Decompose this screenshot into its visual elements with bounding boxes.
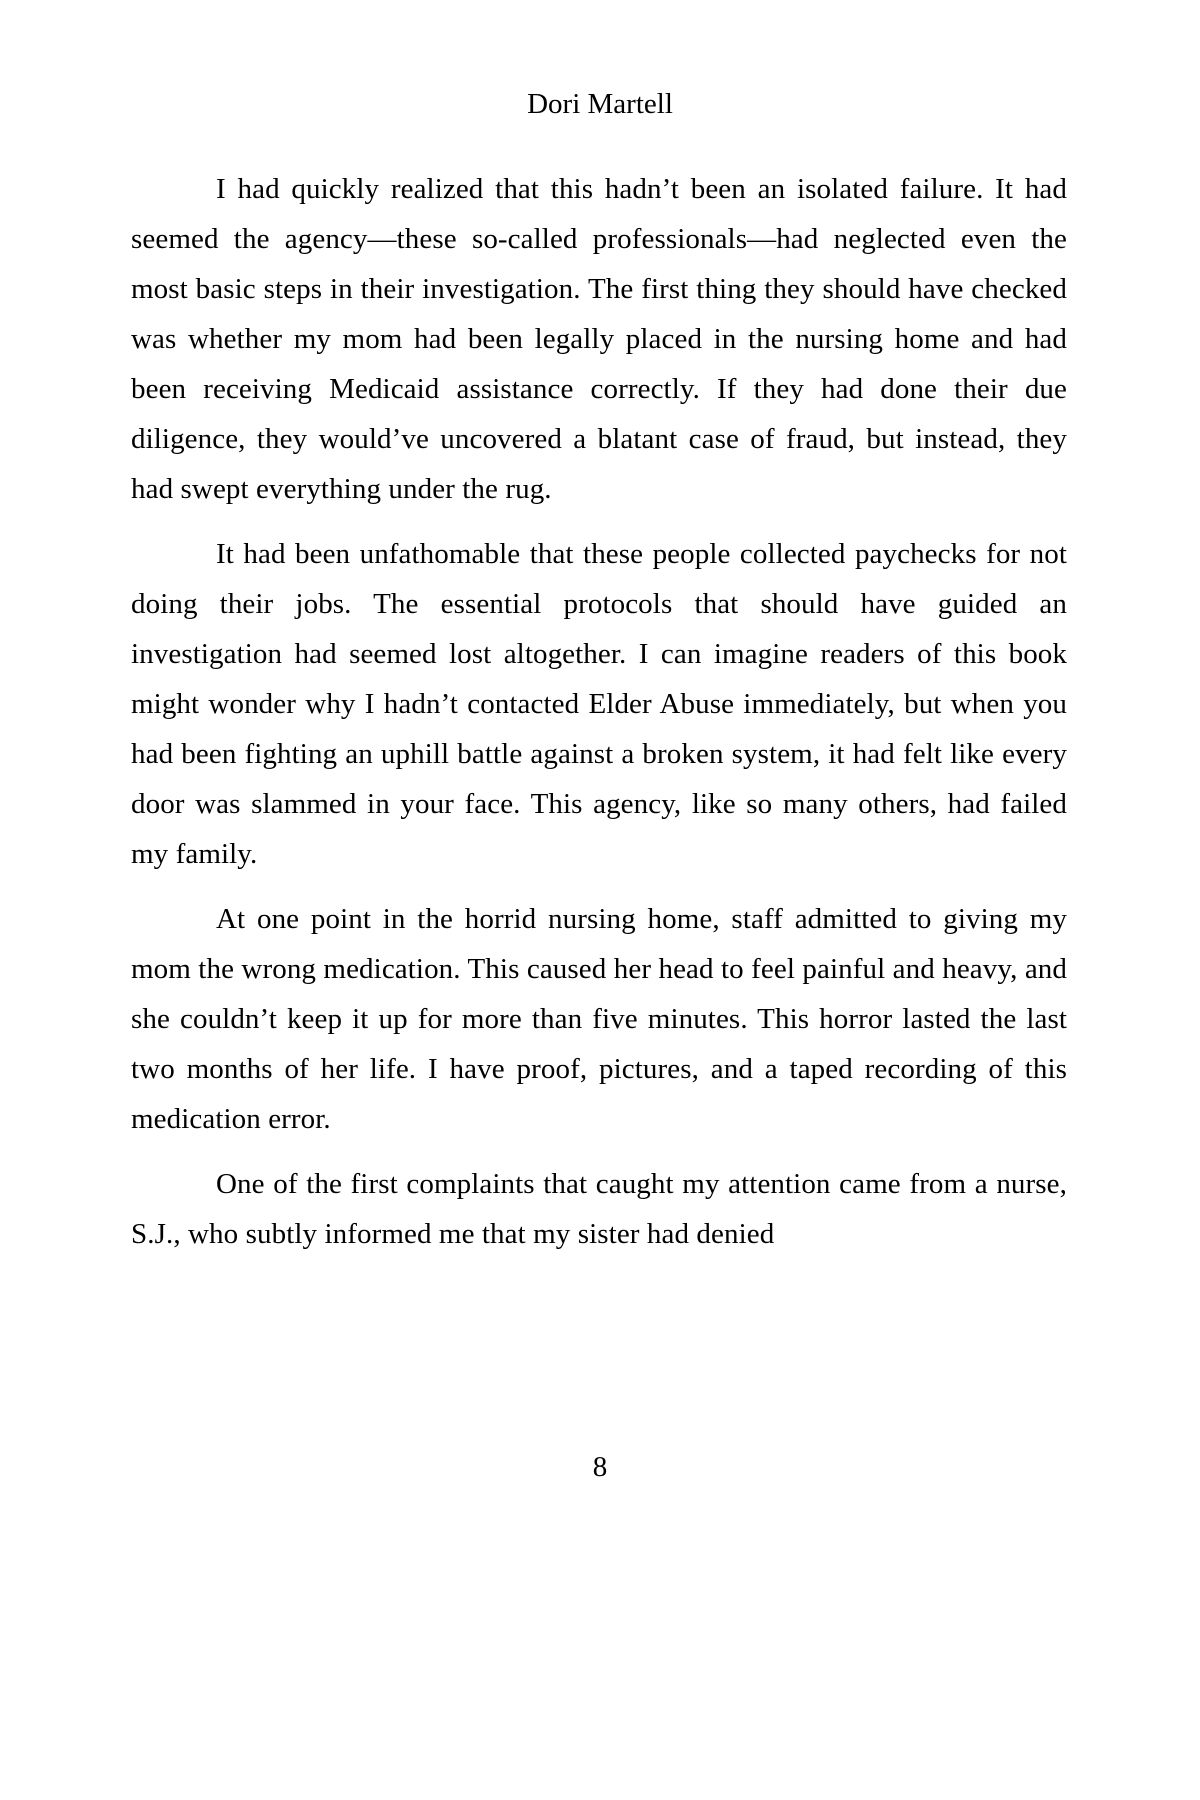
paragraph-1: I had quickly realized that this hadn’t been an isolated failure. It had seemed the agency—these so-called professionals—had neglected even the most basic steps in their investigation. The first thing they should have checked was whether my mom had been legally placed in the nursing home and had been receiving Medicaid assistance correctly. If they had done their due diligence, they would’ve uncovered a blatant case of fraud, but instead, they had swept everything under the rug.	[131, 173, 1067, 505]
page-number: 8	[592, 1451, 608, 1483]
paragraph-4: One of the first complaints that caught my attention came from a nurse, S.J., who subtly informed me that my sister had denied	[131, 1168, 1067, 1250]
paragraph-2: It had been unfathomable that these people collected paychecks for not doing their jobs. The essential protocols that should have guided an investigation had seemed lost altogether. I can imagine readers of this book might wonder why I hadn’t contacted Elder Abuse immediately, but when you had been fighting an uphill battle against a broken system, it had felt like every door was slammed in your face. This agency, like so many others, had failed my family.	[131, 538, 1067, 870]
body-text	[131, 164, 1067, 1259]
paragraph-3: At one point in the horrid nursing home, staff admitted to giving my mom the wrong medication. This caused her head to feel painful and heavy, and she couldn’t keep it up for more than five minutes. This horror lasted the last two months of her life. I have proof, pictures, and a taped recording of this medication error.	[131, 903, 1067, 1135]
running-header: Dori Martell	[527, 88, 673, 120]
